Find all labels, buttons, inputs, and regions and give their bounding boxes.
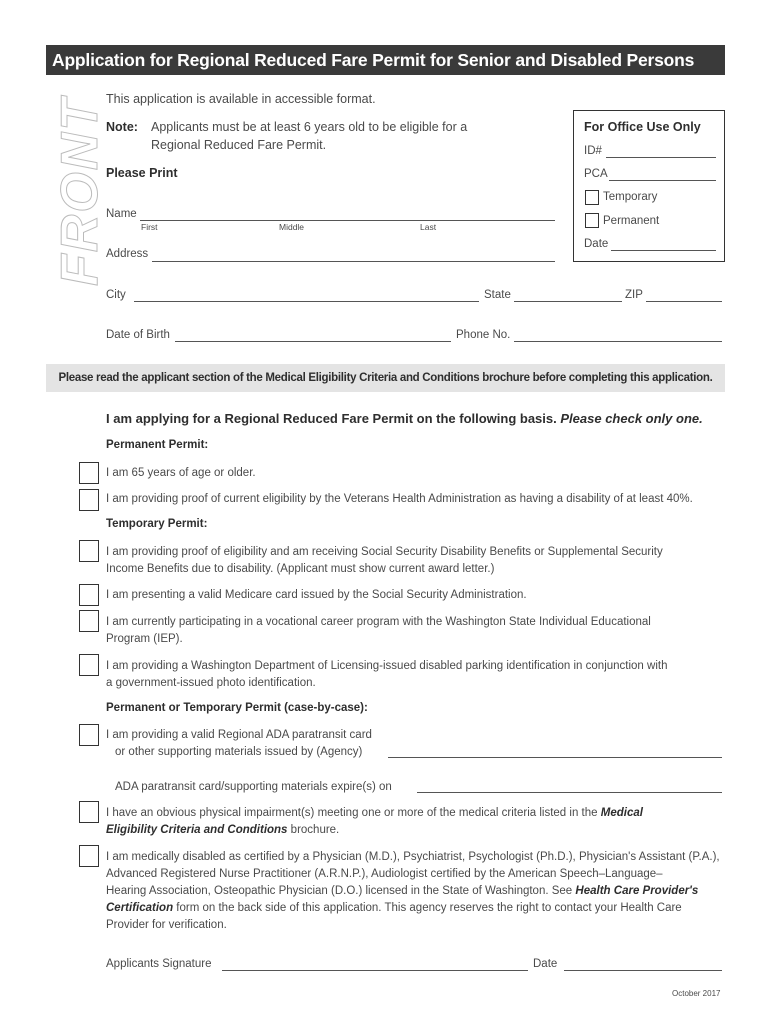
- city-input[interactable]: [134, 301, 479, 302]
- office-id-label: ID#: [584, 145, 602, 157]
- form-title: Application for Regional Reduced Fare Permit for Senior and Disabled Persons: [46, 45, 725, 75]
- office-permanent-checkbox[interactable]: [585, 213, 599, 228]
- physical-impairment-line-2: [106, 822, 726, 839]
- ada-option-line-1: I am providing a valid Regional ADA paratransit card: [106, 729, 372, 741]
- certified-line-5: Provider for verification.: [106, 919, 227, 931]
- name-label: Name: [106, 208, 137, 220]
- provider-cert-ref-2: Certification: [106, 902, 174, 914]
- age-65-option: I am 65 years of age or older.: [106, 467, 256, 479]
- note-line-1: Applicants must be at least 6 years old to be eligible for a: [151, 120, 468, 134]
- temporary-permit-heading: Temporary Permit:: [106, 518, 208, 530]
- city-label: City: [106, 289, 126, 301]
- middle-name-caption: Middle: [279, 222, 305, 232]
- iep-option-line-2: Program (IEP).: [106, 633, 183, 645]
- medically-certified-checkbox[interactable]: [79, 845, 99, 867]
- address-label: Address: [106, 248, 149, 260]
- office-temporary-label: Temporary: [603, 191, 658, 203]
- please-print-label: Please Print: [106, 166, 178, 180]
- parking-id-option-line-2: a government-issued photo identification.: [106, 677, 316, 689]
- case-by-case-heading: Permanent or Temporary Permit (case-by-case):: [106, 702, 368, 714]
- ssdi-option-line-1: I am providing proof of eligibility and am receiving Social Security Disability Benefits or Supplemental Security: [106, 546, 663, 558]
- age-65-checkbox[interactable]: [79, 462, 99, 484]
- signature-label: Applicants Signature: [106, 958, 212, 970]
- note-label: Note:: [106, 120, 138, 134]
- note-line-2: Regional Reduced Fare Permit.: [151, 138, 327, 152]
- veterans-checkbox[interactable]: [79, 489, 99, 511]
- form-version: October 2017: [672, 989, 721, 998]
- veterans-option: I am providing proof of current eligibility by the Veterans Health Administration as having a disability of at least 40%.: [106, 493, 693, 505]
- signature-input[interactable]: [222, 970, 528, 971]
- certified-line-3-text: Hearing Association, Osteopathic Physician (D.O.) licensed in the State of Washington. See: [106, 885, 573, 897]
- basis-heading-text: I am applying for a Regional Reduced Fare Permit on the following basis.: [106, 411, 557, 426]
- medical-brochure-ref-1: Medical: [600, 807, 643, 819]
- phone-input[interactable]: [514, 341, 722, 342]
- office-permanent-label: Permanent: [603, 215, 660, 227]
- physical-impairment-line-1: [106, 805, 726, 822]
- signature-date-label: Date: [533, 958, 558, 970]
- office-use-title: For Office Use Only: [584, 120, 701, 134]
- front-side-label: FRONT: [51, 96, 109, 286]
- provider-cert-ref-1: Health Care Provider's: [575, 885, 699, 897]
- office-date-label: Date: [584, 238, 609, 250]
- office-id-input[interactable]: [606, 157, 716, 158]
- physical-impairment-checkbox[interactable]: [79, 801, 99, 823]
- office-pca-label: PCA: [584, 168, 608, 180]
- ssdi-checkbox[interactable]: [79, 540, 99, 562]
- last-name-caption: Last: [420, 222, 437, 232]
- office-date-input[interactable]: [611, 250, 716, 251]
- parking-id-checkbox[interactable]: [79, 654, 99, 676]
- certified-line-1: I am medically disabled as certified by a Physician (M.D.), Psychiatrist, Psychologist (Ph.D.), Physician's Assistant (P.A.),: [106, 851, 720, 863]
- name-input[interactable]: [140, 220, 555, 221]
- ada-option-line-2: or other supporting materials issued by (Agency): [115, 746, 363, 758]
- permanent-permit-heading: Permanent Permit:: [106, 439, 209, 451]
- ada-expire-input[interactable]: [417, 792, 722, 793]
- physical-impairment-brochure-word: brochure.: [290, 824, 340, 836]
- state-input[interactable]: [514, 301, 622, 302]
- iep-option-line-1: I am currently participating in a vocational career program with the Washington State Individual Educational: [106, 616, 651, 628]
- certified-line-4: [106, 900, 726, 917]
- address-input[interactable]: [152, 261, 555, 262]
- zip-label: ZIP: [625, 289, 643, 301]
- first-name-caption: First: [141, 222, 158, 232]
- medical-brochure-ref-2: Eligibility Criteria and Conditions: [106, 824, 288, 836]
- iep-checkbox[interactable]: [79, 610, 99, 632]
- medicare-option: I am presenting a valid Medicare card issued by the Social Security Administration.: [106, 589, 527, 601]
- ada-paratransit-checkbox[interactable]: [79, 724, 99, 746]
- dob-input[interactable]: [175, 341, 451, 342]
- medicare-checkbox[interactable]: [79, 584, 99, 606]
- certified-line-4-text: form on the back side of this application. This agency reserves the right to contact your Health Care: [176, 902, 682, 914]
- brochure-notice-band: Please read the applicant section of the Medical Eligibility Criteria and Conditions brochure before completing this application.: [46, 364, 725, 392]
- zip-input[interactable]: [646, 301, 722, 302]
- basis-heading-emphasis: Please check only one.: [560, 411, 703, 426]
- physical-impairment-text: I have an obvious physical impairment(s) meeting one or more of the medical criteria listed in the: [106, 807, 598, 819]
- signature-date-input[interactable]: [564, 970, 722, 971]
- parking-id-option-line-1: I am providing a Washington Department of Licensing-issued disabled parking identification in conjunction with: [106, 660, 668, 672]
- office-temporary-checkbox[interactable]: [585, 190, 599, 205]
- state-label: State: [484, 289, 511, 301]
- ssdi-option-line-2: Income Benefits due to disability. (Applicant must show current award letter.): [106, 563, 495, 575]
- phone-label: Phone No.: [456, 329, 511, 341]
- certified-line-2: Advanced Registered Nurse Practitioner (A.R.N.P.), Audiologist certified by the American Speech–Language–: [106, 868, 663, 880]
- ada-expire-label: ADA paratransit card/supporting materials expire(s) on: [115, 781, 392, 793]
- dob-label: Date of Birth: [106, 329, 170, 341]
- office-pca-input[interactable]: [609, 180, 716, 181]
- accessible-format-note: This application is available in accessible format.: [106, 92, 376, 106]
- agency-input[interactable]: [388, 757, 722, 758]
- basis-heading: [106, 411, 703, 426]
- certified-line-3: [106, 883, 726, 900]
